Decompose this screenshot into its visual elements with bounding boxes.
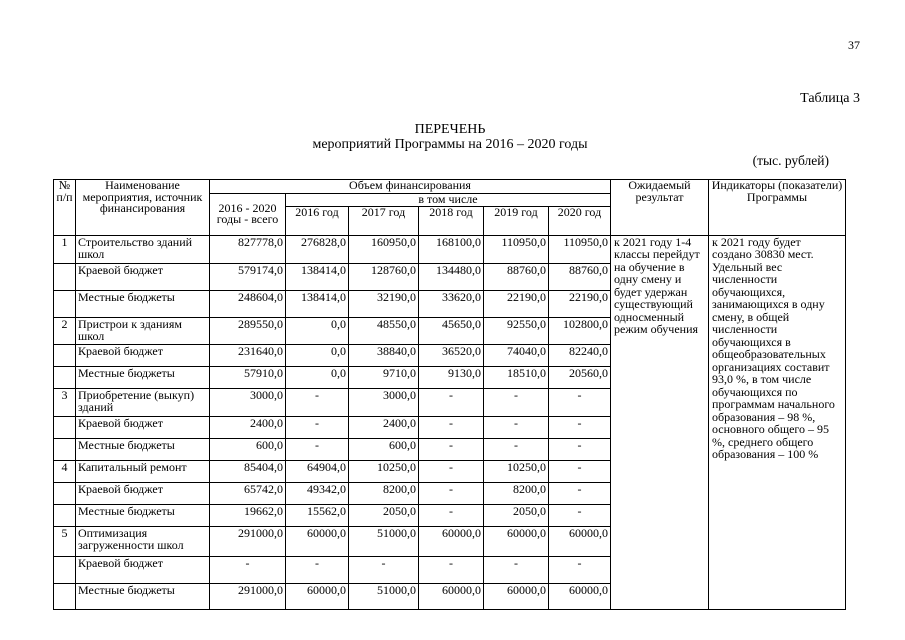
cell-y2017: 9710,0	[349, 366, 419, 388]
row-num: 4	[54, 460, 76, 482]
row-name: Капитальный ремонт	[76, 460, 210, 482]
cell-y2018: -	[419, 504, 484, 526]
cell-y2019: 60000,0	[484, 526, 549, 556]
cell-y2016: 138414,0	[286, 263, 349, 290]
cell-y2017: 51000,0	[349, 526, 419, 556]
cell-y2017: 38840,0	[349, 344, 419, 366]
cell-y2019: 18510,0	[484, 366, 549, 388]
cell-y2017: -	[349, 556, 419, 583]
row-name: Местные бюджеты	[76, 366, 210, 388]
row-name: Краевой бюджет	[76, 416, 210, 438]
row-num	[54, 290, 76, 317]
table-row	[54, 235, 846, 263]
cell-y2016: -	[286, 388, 349, 416]
cell-y2016: 60000,0	[286, 526, 349, 556]
cell-y2016: 64904,0	[286, 460, 349, 482]
row-name: Местные бюджеты	[76, 583, 210, 609]
header-num: № п/п	[54, 180, 76, 236]
cell-y2016: 60000,0	[286, 583, 349, 609]
cell-total: 57910,0	[210, 366, 286, 388]
cell-y2019: -	[484, 438, 549, 460]
cell-y2017: 48550,0	[349, 317, 419, 344]
row-name: Краевой бюджет	[76, 482, 210, 504]
cell-y2017: 8200,0	[349, 482, 419, 504]
header-2018: 2018 год	[419, 206, 484, 235]
document-heading	[240, 122, 660, 152]
cell-y2018: -	[419, 416, 484, 438]
cell-y2018: 36520,0	[419, 344, 484, 366]
cell-y2019: 88760,0	[484, 263, 549, 290]
cell-total: 3000,0	[210, 388, 286, 416]
cell-y2019: -	[484, 388, 549, 416]
cell-y2016: -	[286, 556, 349, 583]
cell-y2018: 33620,0	[419, 290, 484, 317]
cell-total: 231640,0	[210, 344, 286, 366]
heading-subtitle: мероприятий Программы на 2016 – 2020 годы	[312, 137, 588, 152]
header-2020: 2020 год	[549, 206, 611, 235]
cell-y2017: 600,0	[349, 438, 419, 460]
cell-y2020: -	[549, 482, 611, 504]
row-num	[54, 482, 76, 504]
row-name: Пристрои к зданиям школ	[76, 317, 210, 344]
row-num	[54, 263, 76, 290]
funding-table	[53, 179, 846, 610]
cell-y2020: 110950,0	[549, 235, 611, 263]
cell-y2019: 92550,0	[484, 317, 549, 344]
cell-y2018: -	[419, 438, 484, 460]
cell-y2016: -	[286, 416, 349, 438]
row-num	[54, 366, 76, 388]
cell-total: 248604,0	[210, 290, 286, 317]
row-name: Местные бюджеты	[76, 438, 210, 460]
row-num	[54, 344, 76, 366]
cell-y2019: 110950,0	[484, 235, 549, 263]
cell-y2016: 276828,0	[286, 235, 349, 263]
header-expected: Ожидаемый результат	[611, 180, 709, 236]
cell-y2019: 22190,0	[484, 290, 549, 317]
row-num	[54, 416, 76, 438]
row-num: 2	[54, 317, 76, 344]
cell-total: 827778,0	[210, 235, 286, 263]
cell-y2017: 2050,0	[349, 504, 419, 526]
expected-result-cell: к 2021 году 1-4 классы перейдут на обучение в одну смену и будет удержан существующий односменный режим обучения	[611, 235, 709, 609]
header-2019: 2019 год	[484, 206, 549, 235]
cell-y2018: 9130,0	[419, 366, 484, 388]
cell-y2018: -	[419, 556, 484, 583]
cell-y2018: -	[419, 388, 484, 416]
cell-y2019: -	[484, 556, 549, 583]
table-label: Таблица 3	[800, 91, 860, 106]
row-num	[54, 504, 76, 526]
row-name: Приобретение (выкуп) зданий	[76, 388, 210, 416]
row-num	[54, 583, 76, 609]
cell-y2017: 2400,0	[349, 416, 419, 438]
row-name: Местные бюджеты	[76, 504, 210, 526]
cell-y2016: 15562,0	[286, 504, 349, 526]
cell-y2016: 0,0	[286, 366, 349, 388]
cell-y2020: -	[549, 556, 611, 583]
row-name: Строительство зданий школ	[76, 235, 210, 263]
row-num	[54, 556, 76, 583]
cell-y2017: 10250,0	[349, 460, 419, 482]
header-volume: Объем финансирования	[210, 180, 611, 194]
header-total: 2016 - 2020 годы - всего	[210, 194, 286, 236]
indicators-cell: к 2021 году будет создано 30830 мест. Удельный вес численности обучающихся, занимающихся в одну смену, в общей численности обучающихся в общеобразовательных организациях составит 93,0 %, в том числе обучающихся по программам начального образования – 98 %, основного общего – 95 %, среднего общего образования – 100 %	[709, 235, 846, 609]
row-num	[54, 438, 76, 460]
cell-total: 85404,0	[210, 460, 286, 482]
cell-total: 600,0	[210, 438, 286, 460]
row-name: Местные бюджеты	[76, 290, 210, 317]
cell-total: 2400,0	[210, 416, 286, 438]
header-name: Наименование мероприятия, источник финансирования	[76, 180, 210, 236]
cell-total: 291000,0	[210, 526, 286, 556]
cell-y2018: -	[419, 482, 484, 504]
cell-total: 291000,0	[210, 583, 286, 609]
header-2016: 2016 год	[286, 206, 349, 235]
cell-y2017: 32190,0	[349, 290, 419, 317]
cell-y2017: 160950,0	[349, 235, 419, 263]
row-name: Оптимизация загруженности школ	[76, 526, 210, 556]
cell-y2019: -	[484, 416, 549, 438]
cell-y2020: 20560,0	[549, 366, 611, 388]
cell-y2018: 60000,0	[419, 583, 484, 609]
cell-y2017: 128760,0	[349, 263, 419, 290]
row-name: Краевой бюджет	[76, 263, 210, 290]
cell-y2019: 2050,0	[484, 504, 549, 526]
cell-y2020: -	[549, 416, 611, 438]
cell-y2018: -	[419, 460, 484, 482]
cell-y2020: 22190,0	[549, 290, 611, 317]
header-2017: 2017 год	[349, 206, 419, 235]
cell-y2020: -	[549, 504, 611, 526]
cell-y2020: 82240,0	[549, 344, 611, 366]
cell-y2018: 134480,0	[419, 263, 484, 290]
cell-y2020: 88760,0	[549, 263, 611, 290]
cell-total: 289550,0	[210, 317, 286, 344]
cell-y2019: 8200,0	[484, 482, 549, 504]
cell-y2018: 168100,0	[419, 235, 484, 263]
cell-y2020: -	[549, 388, 611, 416]
cell-y2017: 3000,0	[349, 388, 419, 416]
cell-y2020: -	[549, 438, 611, 460]
header-indicators: Индикаторы (показатели) Программы	[709, 180, 846, 236]
heading-title: ПЕРЕЧЕНЬ	[414, 122, 486, 137]
cell-y2016: 0,0	[286, 344, 349, 366]
cell-y2016: -	[286, 438, 349, 460]
cell-y2016: 138414,0	[286, 290, 349, 317]
cell-total: 65742,0	[210, 482, 286, 504]
row-num: 3	[54, 388, 76, 416]
cell-y2019: 74040,0	[484, 344, 549, 366]
cell-y2016: 49342,0	[286, 482, 349, 504]
row-name: Краевой бюджет	[76, 556, 210, 583]
header-row-1	[54, 180, 846, 194]
cell-y2017: 51000,0	[349, 583, 419, 609]
units-note: (тыс. рублей)	[752, 153, 829, 168]
cell-y2019: 60000,0	[484, 583, 549, 609]
cell-total: 579174,0	[210, 263, 286, 290]
row-num: 5	[54, 526, 76, 556]
row-name: Краевой бюджет	[76, 344, 210, 366]
cell-y2020: 60000,0	[549, 583, 611, 609]
cell-y2020: 60000,0	[549, 526, 611, 556]
cell-total: 19662,0	[210, 504, 286, 526]
cell-y2016: 0,0	[286, 317, 349, 344]
row-num: 1	[54, 235, 76, 263]
cell-y2020: -	[549, 460, 611, 482]
cell-y2018: 45650,0	[419, 317, 484, 344]
cell-y2020: 102800,0	[549, 317, 611, 344]
cell-y2019: 10250,0	[484, 460, 549, 482]
cell-y2018: 60000,0	[419, 526, 484, 556]
header-including: в том числе	[286, 194, 611, 207]
page-number: 37	[848, 38, 860, 52]
cell-total: -	[210, 556, 286, 583]
